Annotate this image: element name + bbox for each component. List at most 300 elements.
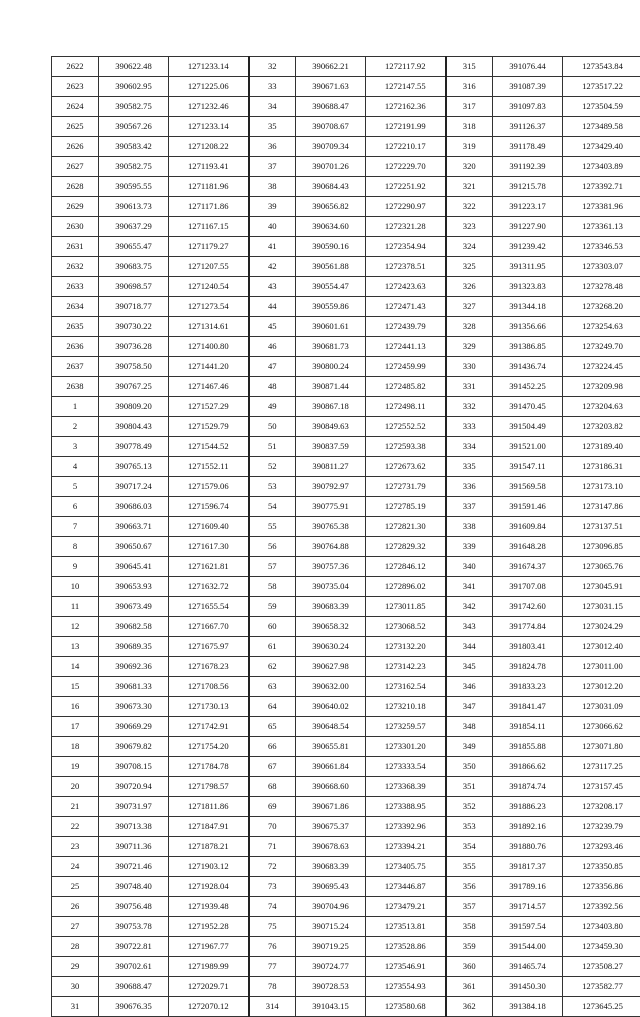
point-number-cell: 38 [249,177,296,197]
y-coordinate-cell: 1273361.13 [563,217,640,237]
point-number-cell: 323 [446,217,493,237]
point-number-cell: 67 [249,757,296,777]
x-coordinate-cell: 390671.86 [296,797,366,817]
table-row [52,157,640,177]
point-number-cell: 52 [249,457,296,477]
x-coordinate-cell: 390724.77 [296,957,366,977]
point-number-cell: 347 [446,697,493,717]
y-coordinate-cell: 1271730.13 [169,697,249,717]
x-coordinate-cell: 390682.58 [99,617,169,637]
y-coordinate-cell: 1271928.04 [169,877,249,897]
y-coordinate-cell: 1273189.40 [563,437,640,457]
table-row [52,957,640,977]
point-number-cell: 2638 [52,377,99,397]
x-coordinate-cell: 390656.82 [296,197,366,217]
x-coordinate-cell: 390681.73 [296,337,366,357]
point-number-cell: 316 [446,77,493,97]
x-coordinate-cell: 391386.85 [493,337,563,357]
x-coordinate-cell: 390662.21 [296,57,366,77]
y-coordinate-cell: 1271784.78 [169,757,249,777]
x-coordinate-cell: 390713.38 [99,817,169,837]
point-number-cell: 2633 [52,277,99,297]
point-number-cell: 7 [52,517,99,537]
y-coordinate-cell: 1271233.14 [169,117,249,137]
table-row [52,277,640,297]
x-coordinate-cell: 390792.97 [296,477,366,497]
x-coordinate-cell: 391436.74 [493,357,563,377]
point-number-cell: 349 [446,737,493,757]
point-number-cell: 1 [52,397,99,417]
point-number-cell: 9 [52,557,99,577]
x-coordinate-cell: 390683.39 [296,597,366,617]
y-coordinate-cell: 1273208.17 [563,797,640,817]
point-number-cell: 39 [249,197,296,217]
point-number-cell: 50 [249,417,296,437]
y-coordinate-cell: 1272162.36 [366,97,446,117]
y-coordinate-cell: 1273031.15 [563,597,640,617]
x-coordinate-cell: 390722.81 [99,937,169,957]
y-coordinate-cell: 1273645.25 [563,997,640,1017]
point-number-cell: 345 [446,657,493,677]
y-coordinate-cell: 1273582.77 [563,977,640,997]
point-number-cell: 62 [249,657,296,677]
x-coordinate-cell: 390688.47 [99,977,169,997]
x-coordinate-cell: 391504.49 [493,417,563,437]
table-row [52,197,640,217]
point-number-cell: 48 [249,377,296,397]
y-coordinate-cell: 1272117.92 [366,57,446,77]
table-row [52,917,640,937]
point-number-cell: 2623 [52,77,99,97]
y-coordinate-cell: 1273024.29 [563,617,640,637]
table-row [52,177,640,197]
point-number-cell: 2626 [52,137,99,157]
x-coordinate-cell: 390679.82 [99,737,169,757]
x-coordinate-cell: 390645.41 [99,557,169,577]
point-number-cell: 353 [446,817,493,837]
table-row [52,757,640,777]
point-number-cell: 362 [446,997,493,1017]
table-row [52,817,640,837]
point-number-cell: 65 [249,717,296,737]
point-number-cell: 24 [52,857,99,877]
x-coordinate-cell: 391311.95 [493,257,563,277]
x-coordinate-cell: 390683.39 [296,857,366,877]
y-coordinate-cell: 1273011.00 [563,657,640,677]
y-coordinate-cell: 1271903.12 [169,857,249,877]
y-coordinate-cell: 1271225.06 [169,77,249,97]
point-number-cell: 11 [52,597,99,617]
y-coordinate-cell: 1272593.38 [366,437,446,457]
y-coordinate-cell: 1273546.91 [366,957,446,977]
x-coordinate-cell: 391854.11 [493,717,563,737]
x-coordinate-cell: 390561.88 [296,257,366,277]
y-coordinate-cell: 1271181.96 [169,177,249,197]
y-coordinate-cell: 1273543.84 [563,57,640,77]
y-coordinate-cell: 1273346.53 [563,237,640,257]
y-coordinate-cell: 1271742.91 [169,717,249,737]
x-coordinate-cell: 391742.60 [493,597,563,617]
x-coordinate-cell: 391043.15 [296,997,366,1017]
point-number-cell: 327 [446,297,493,317]
y-coordinate-cell: 1272210.17 [366,137,446,157]
table-row [52,937,640,957]
point-number-cell: 3 [52,437,99,457]
table-row [52,137,640,157]
x-coordinate-cell: 391544.00 [493,937,563,957]
x-coordinate-cell: 390809.20 [99,397,169,417]
y-coordinate-cell: 1271939.48 [169,897,249,917]
x-coordinate-cell: 390669.29 [99,717,169,737]
table-row [52,597,640,617]
x-coordinate-cell: 390756.48 [99,897,169,917]
point-number-cell: 361 [446,977,493,997]
y-coordinate-cell: 1272070.12 [169,997,249,1017]
y-coordinate-cell: 1273392.71 [563,177,640,197]
y-coordinate-cell: 1271621.81 [169,557,249,577]
x-coordinate-cell: 391789.16 [493,877,563,897]
x-coordinate-cell: 390765.38 [296,517,366,537]
point-number-cell: 17 [52,717,99,737]
y-coordinate-cell: 1273186.31 [563,457,640,477]
table-row [52,797,640,817]
y-coordinate-cell: 1273224.45 [563,357,640,377]
point-number-cell: 75 [249,917,296,937]
point-number-cell: 45 [249,317,296,337]
table-row [52,117,640,137]
y-coordinate-cell: 1273356.86 [563,877,640,897]
y-coordinate-cell: 1271167.15 [169,217,249,237]
point-number-cell: 4 [52,457,99,477]
y-coordinate-cell: 1272354.94 [366,237,446,257]
x-coordinate-cell: 390655.47 [99,237,169,257]
x-coordinate-cell: 390811.27 [296,457,366,477]
point-number-cell: 40 [249,217,296,237]
point-number-cell: 352 [446,797,493,817]
y-coordinate-cell: 1273368.39 [366,777,446,797]
x-coordinate-cell: 391227.90 [493,217,563,237]
x-coordinate-cell: 390720.94 [99,777,169,797]
x-coordinate-cell: 390582.75 [99,157,169,177]
y-coordinate-cell: 1272229.70 [366,157,446,177]
point-number-cell: 47 [249,357,296,377]
point-number-cell: 25 [52,877,99,897]
table-row [52,237,640,257]
x-coordinate-cell: 391774.84 [493,617,563,637]
point-number-cell: 55 [249,517,296,537]
y-coordinate-cell: 1273303.07 [563,257,640,277]
point-number-cell: 57 [249,557,296,577]
y-coordinate-cell: 1273429.40 [563,137,640,157]
point-number-cell: 2629 [52,197,99,217]
x-coordinate-cell: 390630.24 [296,637,366,657]
y-coordinate-cell: 1271314.61 [169,317,249,337]
x-coordinate-cell: 390668.60 [296,777,366,797]
y-coordinate-cell: 1273278.48 [563,277,640,297]
table-row [52,997,640,1017]
point-number-cell: 5 [52,477,99,497]
x-coordinate-cell: 390765.13 [99,457,169,477]
point-number-cell: 341 [446,577,493,597]
point-number-cell: 2636 [52,337,99,357]
y-coordinate-cell: 1271609.40 [169,517,249,537]
y-coordinate-cell: 1271596.74 [169,497,249,517]
point-number-cell: 53 [249,477,296,497]
point-number-cell: 59 [249,597,296,617]
table-row [52,357,640,377]
x-coordinate-cell: 391880.76 [493,837,563,857]
x-coordinate-cell: 390719.25 [296,937,366,957]
x-coordinate-cell: 390695.43 [296,877,366,897]
point-number-cell: 14 [52,657,99,677]
table-row [52,397,640,417]
point-number-cell: 335 [446,457,493,477]
y-coordinate-cell: 1273293.46 [563,837,640,857]
table-row [52,417,640,437]
point-number-cell: 329 [446,337,493,357]
y-coordinate-cell: 1273381.96 [563,197,640,217]
y-coordinate-cell: 1271552.11 [169,457,249,477]
y-coordinate-cell: 1271952.28 [169,917,249,937]
y-coordinate-cell: 1272829.32 [366,537,446,557]
table-row [52,217,640,237]
table-row [52,457,640,477]
point-number-cell: 35 [249,117,296,137]
x-coordinate-cell: 390688.47 [296,97,366,117]
x-coordinate-cell: 390867.18 [296,397,366,417]
x-coordinate-cell: 390661.84 [296,757,366,777]
y-coordinate-cell: 1271179.27 [169,237,249,257]
x-coordinate-cell: 391223.17 [493,197,563,217]
x-coordinate-cell: 390698.57 [99,277,169,297]
table-row [52,57,640,77]
y-coordinate-cell: 1271655.54 [169,597,249,617]
y-coordinate-cell: 1271632.72 [169,577,249,597]
y-coordinate-cell: 1271232.46 [169,97,249,117]
point-number-cell: 348 [446,717,493,737]
y-coordinate-cell: 1273066.62 [563,717,640,737]
x-coordinate-cell: 390711.36 [99,837,169,857]
y-coordinate-cell: 1273071.80 [563,737,640,757]
y-coordinate-cell: 1271754.20 [169,737,249,757]
y-coordinate-cell: 1271273.54 [169,297,249,317]
point-number-cell: 357 [446,897,493,917]
point-number-cell: 12 [52,617,99,637]
x-coordinate-cell: 390708.67 [296,117,366,137]
point-number-cell: 320 [446,157,493,177]
y-coordinate-cell: 1271667.70 [169,617,249,637]
table-row [52,977,640,997]
point-number-cell: 2637 [52,357,99,377]
point-number-cell: 2635 [52,317,99,337]
x-coordinate-cell: 390632.00 [296,677,366,697]
point-number-cell: 321 [446,177,493,197]
point-number-cell: 343 [446,617,493,637]
y-coordinate-cell: 1273142.23 [366,657,446,677]
x-coordinate-cell: 390671.63 [296,77,366,97]
y-coordinate-cell: 1273388.95 [366,797,446,817]
point-number-cell: 326 [446,277,493,297]
point-number-cell: 2628 [52,177,99,197]
x-coordinate-cell: 391824.78 [493,657,563,677]
x-coordinate-cell: 390678.63 [296,837,366,857]
y-coordinate-cell: 1273268.20 [563,297,640,317]
table-row [52,437,640,457]
y-coordinate-cell: 1271467.46 [169,377,249,397]
y-coordinate-cell: 1273508.27 [563,957,640,977]
point-number-cell: 324 [446,237,493,257]
x-coordinate-cell: 391239.42 [493,237,563,257]
point-number-cell: 56 [249,537,296,557]
point-number-cell: 74 [249,897,296,917]
table-row [52,637,640,657]
y-coordinate-cell: 1273239.79 [563,817,640,837]
x-coordinate-cell: 391892.16 [493,817,563,837]
y-coordinate-cell: 1271208.22 [169,137,249,157]
y-coordinate-cell: 1272029.71 [169,977,249,997]
y-coordinate-cell: 1273209.98 [563,377,640,397]
point-number-cell: 27 [52,917,99,937]
point-number-cell: 2624 [52,97,99,117]
y-coordinate-cell: 1271989.99 [169,957,249,977]
x-coordinate-cell: 390767.25 [99,377,169,397]
point-number-cell: 333 [446,417,493,437]
x-coordinate-cell: 391597.54 [493,917,563,937]
point-number-cell: 32 [249,57,296,77]
x-coordinate-cell: 391817.37 [493,857,563,877]
y-coordinate-cell: 1273403.80 [563,917,640,937]
point-number-cell: 2634 [52,297,99,317]
x-coordinate-cell: 390718.77 [99,297,169,317]
point-number-cell: 10 [52,577,99,597]
x-coordinate-cell: 390681.33 [99,677,169,697]
x-coordinate-cell: 390730.22 [99,317,169,337]
y-coordinate-cell: 1273301.20 [366,737,446,757]
point-number-cell: 360 [446,957,493,977]
x-coordinate-cell: 390590.16 [296,237,366,257]
x-coordinate-cell: 390871.44 [296,377,366,397]
point-number-cell: 358 [446,917,493,937]
y-coordinate-cell: 1272439.79 [366,317,446,337]
x-coordinate-cell: 390683.75 [99,257,169,277]
y-coordinate-cell: 1271967.77 [169,937,249,957]
y-coordinate-cell: 1272378.51 [366,257,446,277]
x-coordinate-cell: 390686.03 [99,497,169,517]
x-coordinate-cell: 390567.26 [99,117,169,137]
table-row [52,577,640,597]
y-coordinate-cell: 1272147.55 [366,77,446,97]
y-coordinate-cell: 1273405.75 [366,857,446,877]
point-number-cell: 339 [446,537,493,557]
point-number-cell: 69 [249,797,296,817]
table-row [52,897,640,917]
x-coordinate-cell: 391591.46 [493,497,563,517]
x-coordinate-cell: 391076.44 [493,57,563,77]
point-number-cell: 351 [446,777,493,797]
x-coordinate-cell: 390689.35 [99,637,169,657]
x-coordinate-cell: 390554.47 [296,277,366,297]
x-coordinate-cell: 390721.46 [99,857,169,877]
table-row [52,477,640,497]
point-number-cell: 19 [52,757,99,777]
point-number-cell: 2 [52,417,99,437]
y-coordinate-cell: 1272485.82 [366,377,446,397]
point-number-cell: 63 [249,677,296,697]
y-coordinate-cell: 1271811.86 [169,797,249,817]
y-coordinate-cell: 1273392.56 [563,897,640,917]
point-number-cell: 344 [446,637,493,657]
table-row [52,557,640,577]
point-number-cell: 346 [446,677,493,697]
point-number-cell: 354 [446,837,493,857]
y-coordinate-cell: 1273259.57 [366,717,446,737]
point-number-cell: 337 [446,497,493,517]
x-coordinate-cell: 390559.86 [296,297,366,317]
y-coordinate-cell: 1271193.41 [169,157,249,177]
x-coordinate-cell: 390704.96 [296,897,366,917]
point-number-cell: 76 [249,937,296,957]
x-coordinate-cell: 390708.15 [99,757,169,777]
x-coordinate-cell: 391874.74 [493,777,563,797]
point-number-cell: 18 [52,737,99,757]
x-coordinate-cell: 390602.95 [99,77,169,97]
table-row [52,537,640,557]
point-number-cell: 336 [446,477,493,497]
point-number-cell: 356 [446,877,493,897]
point-number-cell: 319 [446,137,493,157]
x-coordinate-cell: 390640.02 [296,697,366,717]
y-coordinate-cell: 1272785.19 [366,497,446,517]
y-coordinate-cell: 1271617.30 [169,537,249,557]
x-coordinate-cell: 390622.48 [99,57,169,77]
y-coordinate-cell: 1273137.51 [563,517,640,537]
point-number-cell: 70 [249,817,296,837]
y-coordinate-cell: 1273554.93 [366,977,446,997]
point-number-cell: 315 [446,57,493,77]
y-coordinate-cell: 1272441.13 [366,337,446,357]
y-coordinate-cell: 1272846.12 [366,557,446,577]
point-number-cell: 317 [446,97,493,117]
x-coordinate-cell: 390653.93 [99,577,169,597]
y-coordinate-cell: 1273489.58 [563,117,640,137]
x-coordinate-cell: 390673.30 [99,697,169,717]
point-number-cell: 328 [446,317,493,337]
y-coordinate-cell: 1273210.18 [366,697,446,717]
y-coordinate-cell: 1273162.54 [366,677,446,697]
table-row [52,677,640,697]
point-number-cell: 2630 [52,217,99,237]
y-coordinate-cell: 1271579.06 [169,477,249,497]
table-row [52,857,640,877]
y-coordinate-cell: 1273157.45 [563,777,640,797]
point-number-cell: 23 [52,837,99,857]
x-coordinate-cell: 390676.35 [99,997,169,1017]
y-coordinate-cell: 1273350.85 [563,857,640,877]
point-number-cell: 2625 [52,117,99,137]
x-coordinate-cell: 390758.50 [99,357,169,377]
x-coordinate-cell: 390849.63 [296,417,366,437]
y-coordinate-cell: 1273392.96 [366,817,446,837]
x-coordinate-cell: 391126.37 [493,117,563,137]
x-coordinate-cell: 391470.45 [493,397,563,417]
point-number-cell: 330 [446,357,493,377]
y-coordinate-cell: 1273096.85 [563,537,640,557]
y-coordinate-cell: 1273333.54 [366,757,446,777]
y-coordinate-cell: 1271527.29 [169,397,249,417]
point-number-cell: 49 [249,397,296,417]
x-coordinate-cell: 391087.39 [493,77,563,97]
point-number-cell: 51 [249,437,296,457]
